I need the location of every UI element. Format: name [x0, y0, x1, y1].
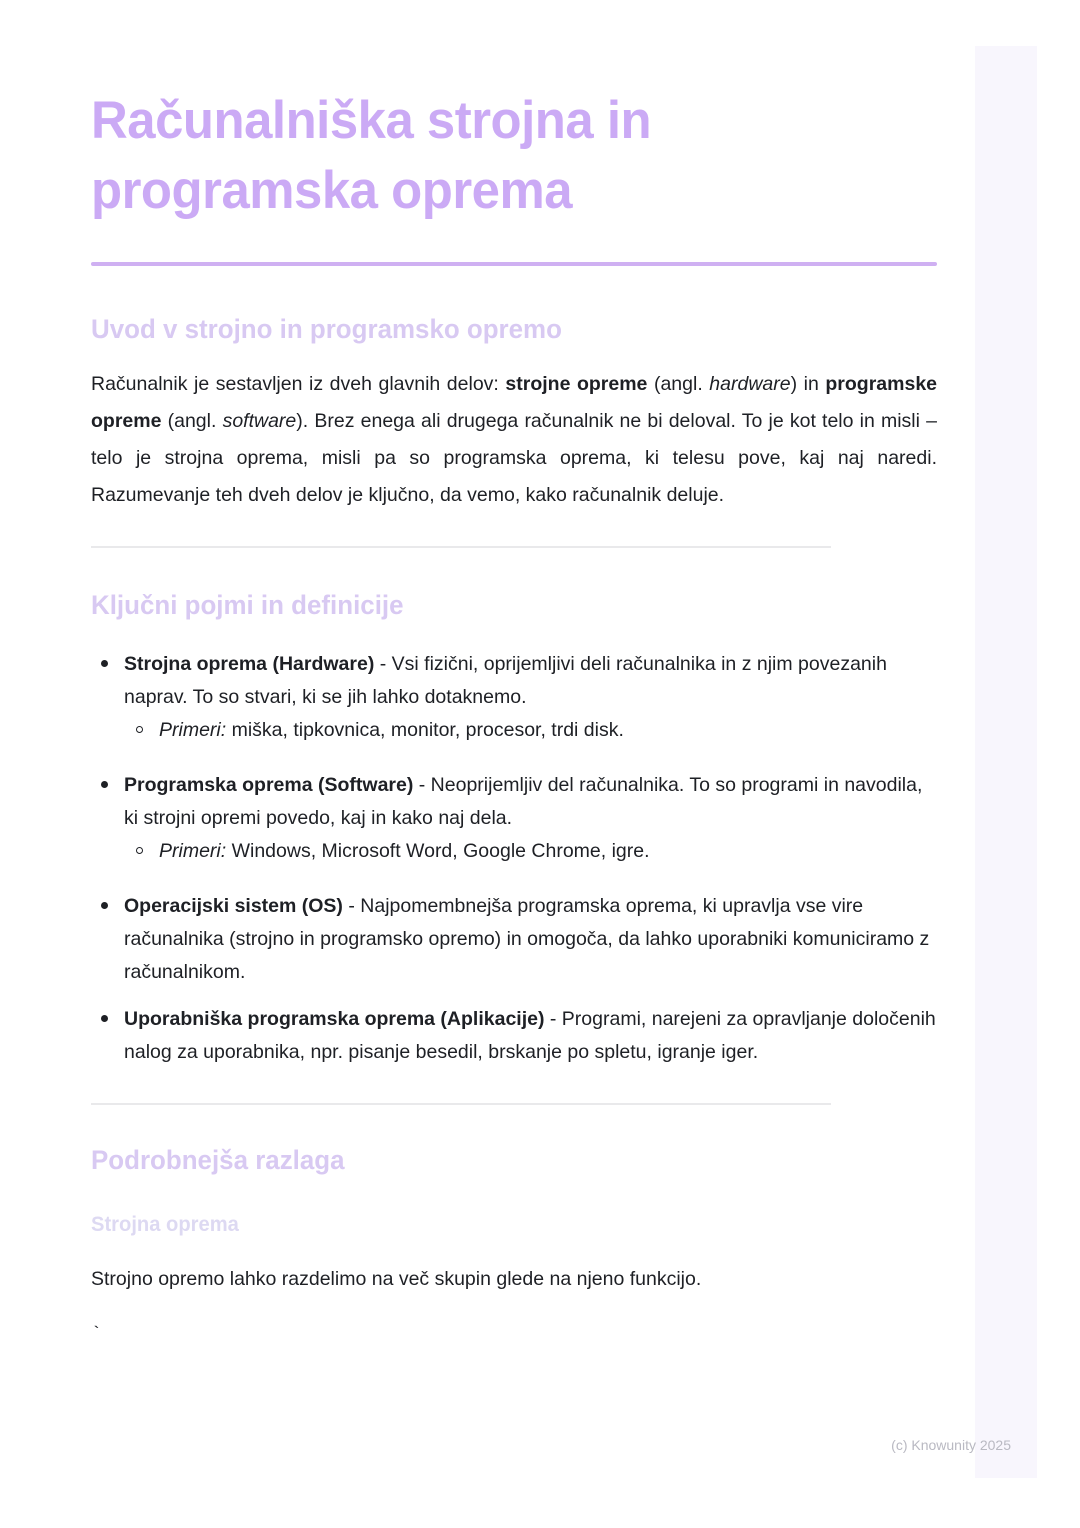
list-item [91, 890, 937, 989]
intro-bold-1: strojne opreme [505, 373, 648, 395]
intro-text-4: (angl. [161, 410, 223, 432]
list-item-text [159, 719, 624, 741]
list-item-text [124, 1008, 936, 1063]
intro-text-2: (angl. [647, 373, 710, 395]
subsection-heading-hardware: Strojna oprema [91, 1213, 239, 1236]
intro-text-5: ). Brez enega ali drugega računalnik ne bi deloval. To je kot telo in misli – telo je strojna oprema, misli pa so programska oprema, ki telesu pove, kaj naj naredi. Razumevanje teh dveh delov je ključno, da vemo, kako računalnik deluje. [91, 410, 937, 506]
intro-text-3: ) in [790, 373, 826, 395]
term-label: Strojna oprema (Hardware) [124, 653, 375, 675]
bullet-marker-icon [101, 1015, 108, 1022]
examples-text: miška, tipkovnica, monitor, procesor, trdi disk. [226, 719, 624, 741]
term-label: Programska oprema (Software) [124, 774, 414, 796]
term-label: Uporabniška programska oprema (Aplikacije) [124, 1008, 545, 1030]
detailed-paragraph: Strojno opremo lahko razdelimo na več skupin glede na njeno funkcijo. [91, 1268, 702, 1290]
term-description: - Neoprijemljiv del računalnika. To so programi in navodila, ki strojni opremi povedo, kaj in kako naj dela. [124, 774, 923, 829]
examples-label: Primeri: [159, 719, 227, 741]
key-terms-list [91, 648, 937, 1069]
examples-label: Primeri: [159, 840, 227, 862]
list-item-text [159, 840, 650, 862]
list-item [124, 714, 937, 747]
list-item-text [124, 895, 929, 983]
term-description: - Najpomembnejša programska oprema, ki upravlja vse vire računalnika (strojno in programsko opremo) in omogoča, da lahko uporabniki komuniciramo z računalnikom. [124, 895, 930, 983]
list-item [91, 769, 937, 868]
list-item [91, 1003, 937, 1069]
bullet-marker-icon [101, 902, 108, 909]
intro-text-1: Računalnik je sestavljen iz dveh glavnih delov: [91, 373, 506, 395]
page-title: Računalniška strojna in programska oprema [91, 91, 652, 220]
bullet-marker-icon [101, 781, 108, 788]
intro-italic-1: hardware [709, 373, 791, 395]
hollow-bullet-marker-icon [136, 726, 143, 733]
intro-italic-2: software [222, 410, 297, 432]
document-content [91, 86, 937, 1346]
examples-list [124, 835, 937, 868]
list-item [91, 648, 937, 747]
page-edge-strip [975, 46, 1037, 1478]
list-item-text [124, 653, 887, 708]
bullet-marker-icon [101, 660, 108, 667]
trailing-code-tick: ` [91, 1325, 102, 1345]
section-heading-intro: Uvod v strojno in programsko opremo [91, 314, 562, 344]
examples-text: Windows, Microsoft Word, Google Chrome, igre. [226, 840, 650, 862]
term-label: Operacijski sistem (OS) [124, 895, 343, 917]
intro-paragraph [91, 366, 937, 514]
list-item [124, 835, 937, 868]
term-description: - Vsi fizični, oprijemljivi deli računalnika in z njim povezanih naprav. To so stvari, ki se jih lahko dotaknemo. [124, 653, 887, 708]
page-footer: (c) Knowunity 2025 [891, 1437, 1011, 1453]
hollow-bullet-marker-icon [136, 847, 143, 854]
intro-bold-2: programske opreme [91, 373, 938, 432]
section-heading-detailed: Podrobnejša razlaga [91, 1145, 345, 1175]
section-heading-key-terms: Ključni pojmi in definicije [91, 590, 404, 620]
list-item-text [124, 774, 922, 829]
examples-list [124, 714, 937, 747]
term-description: - Programi, narejeni za opravljanje določenih nalog za uporabnika, npr. pisanje besedil, brskanje po spletu, igranje iger. [124, 1008, 936, 1063]
